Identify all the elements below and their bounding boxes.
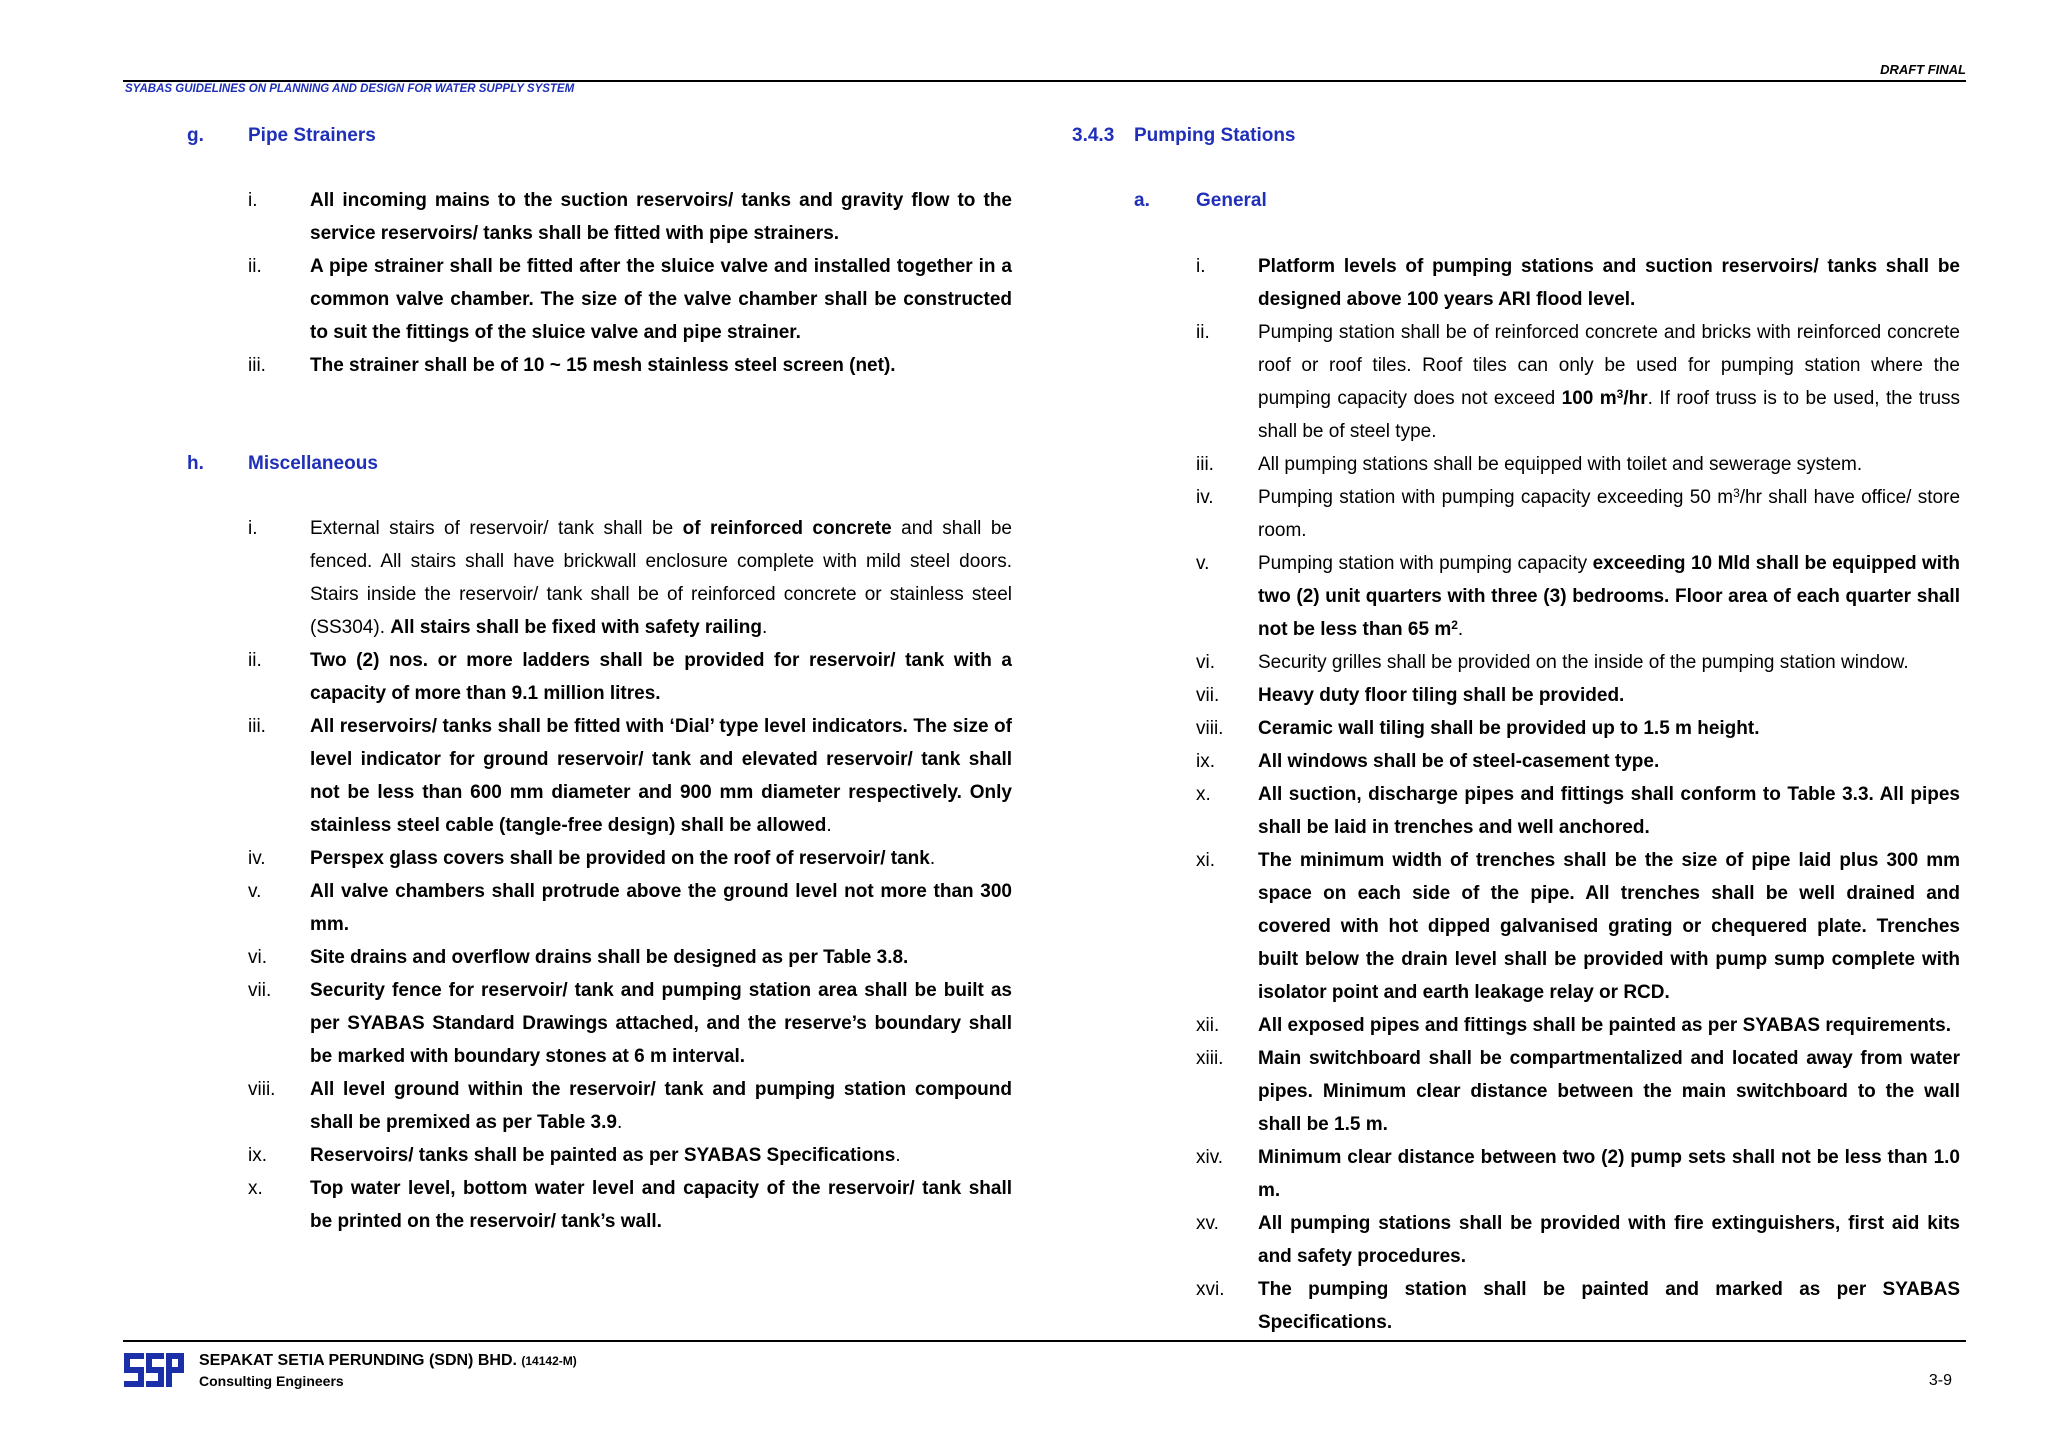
item-text — [310, 1073, 1012, 1139]
item-text — [1258, 745, 1960, 778]
item-text-run: Pumping station with pumping capacity exceeding 50 m — [1258, 487, 1734, 508]
item-number: iii. — [248, 716, 266, 737]
item-text-run: . — [761, 617, 768, 638]
list-item — [1196, 1141, 1960, 1207]
list-item — [248, 941, 1012, 974]
item-number: xv. — [1196, 1213, 1219, 1234]
item-text-run: of reinforced concrete — [682, 518, 892, 539]
list-item — [248, 1139, 1012, 1172]
item-text-run: All level ground within the reservoir/ tank and pumping station compound shall be premixed as per Table 3.9 — [310, 1079, 1012, 1133]
item-text — [1258, 1273, 1960, 1339]
list-item — [1196, 712, 1960, 745]
list-item — [248, 250, 1012, 349]
item-text-run: Security fence for reservoir/ tank and pumping station area shall be built as per SYABAS Standard Drawings attached, and the reserve’s boundary shall be marked with boundary stones at 6 m interval. — [310, 980, 1012, 1067]
item-text-run: A pipe strainer shall be fitted after the sluice valve and installed together in a common valve chamber. The size of the valve chamber shall be constructed to suit the fittings of the sluice valve and pipe strainer. — [310, 256, 1012, 343]
item-text-run: . — [895, 1145, 901, 1166]
item-text — [310, 644, 1012, 710]
item-superscript: 3 — [1616, 387, 1624, 401]
item-text — [1258, 679, 1960, 712]
list-item — [1196, 547, 1960, 646]
item-text — [310, 710, 1012, 842]
list-item — [248, 875, 1012, 941]
item-text — [1258, 481, 1960, 547]
item-text — [1258, 1141, 1960, 1207]
item-text-run: All suction, discharge pipes and fittings shall conform to Table 3.3. All pipes shall be laid in trenches and well anchored. — [1258, 784, 1960, 838]
item-text-run: The pumping station shall be painted and marked as per SYABAS Specifications. — [1258, 1279, 1960, 1333]
item-text-run: All stairs shall be fixed with safety railing — [390, 617, 762, 638]
item-text-run: External stairs of reservoir/ tank shall be — [310, 518, 683, 539]
company-registration: (14142-M) — [521, 1354, 577, 1368]
item-superscript: 3 — [1733, 486, 1740, 500]
list-item — [248, 184, 1012, 250]
item-text — [1258, 1207, 1960, 1273]
list-item — [248, 710, 1012, 842]
section-a-number: a. — [1134, 190, 1150, 211]
item-number: iii. — [248, 355, 266, 376]
draft-label: DRAFT FINAL — [1880, 62, 1966, 77]
item-number: i. — [248, 190, 258, 211]
list-item — [248, 512, 1012, 644]
item-text-run: Site drains and overflow drains shall be designed as per Table 3.8. — [310, 947, 909, 968]
item-text-run: All exposed pipes and fittings shall be painted as per SYABAS requirements. — [1258, 1015, 1951, 1036]
list-item — [1196, 745, 1960, 778]
item-text-run: . If roof truss is to be used, the truss shall be of steel type. — [1258, 388, 1961, 442]
list-item — [1196, 778, 1960, 844]
item-text-run: . — [826, 815, 832, 836]
item-text-run: Minimum clear distance between two (2) pump sets shall not be less than 1.0 m. — [1258, 1147, 1960, 1201]
item-text-run: All valve chambers shall protrude above the ground level not more than 300 mm. — [310, 881, 1012, 935]
document-title: SYABAS GUIDELINES ON PLANNING AND DESIGN FOR WATER SUPPLY SYSTEM — [125, 83, 575, 95]
item-text-run: Platform levels of pumping stations and suction reservoirs/ tanks shall be designed above 100 years ARI flood level. — [1258, 256, 1960, 310]
item-text-run: /hr shall have office/ store room. — [1258, 487, 1961, 541]
list-item — [1196, 1273, 1960, 1339]
list-item — [1196, 1009, 1960, 1042]
list-item — [1196, 316, 1960, 448]
item-text — [310, 1139, 1012, 1172]
ssp-logo-icon — [124, 1353, 184, 1387]
item-number: v. — [1196, 553, 1210, 574]
item-number: i. — [1196, 256, 1206, 277]
item-number: xii. — [1196, 1015, 1220, 1036]
item-number: xvi. — [1196, 1279, 1225, 1300]
list-item — [248, 349, 1012, 382]
list-item — [1196, 1207, 1960, 1273]
item-number: xiii. — [1196, 1048, 1224, 1069]
list-item — [1196, 1042, 1960, 1141]
item-text-run: Security grilles shall be provided on the inside of the pumping station window. — [1258, 652, 1909, 673]
item-text-run: The minimum width of trenches shall be the size of pipe laid plus 300 mm space on each side of the pipe. All trenches shall be well drained and covered with hot dipped galvanised grating or chequered plate. Trenches built below the drain level shall be provided with pump sump complete with isolator point and earth leakage relay or RCD. — [1258, 850, 1960, 1003]
item-number: vii. — [248, 980, 272, 1001]
item-number: x. — [248, 1178, 263, 1199]
section-3-4-3-title: Pumping Stations — [1134, 125, 1296, 146]
item-number: ix. — [1196, 751, 1215, 772]
item-text-run: Reservoirs/ tanks shall be painted as per SYABAS Specifications — [310, 1145, 896, 1166]
item-number: iv. — [1196, 487, 1214, 508]
section-g-number: g. — [187, 125, 204, 146]
item-text-run: Pumping station with pumping capacity — [1258, 553, 1593, 574]
item-text-run: Heavy duty floor tiling shall be provided. — [1258, 685, 1625, 706]
item-text — [310, 1172, 1012, 1238]
item-text — [1258, 1042, 1960, 1141]
item-text — [310, 875, 1012, 941]
item-text-run: . — [616, 1112, 623, 1133]
section-h-number: h. — [187, 453, 204, 474]
item-number: v. — [248, 881, 262, 902]
list-item — [1196, 250, 1960, 316]
item-text-run: All incoming mains to the suction reservoirs/ tanks and gravity flow to the service reservoirs/ tanks shall be fitted with pipe strainers. — [310, 190, 1012, 244]
item-text-run: Ceramic wall tiling shall be provided up to 1.5 m height. — [1258, 718, 1760, 739]
item-text — [310, 941, 1012, 974]
list-item — [1196, 481, 1960, 547]
item-text-run: /hr — [1623, 388, 1648, 409]
footer-rule — [123, 1340, 1966, 1342]
item-text-run: Main switchboard shall be compartmentalized and located away from water pipes. Minimum clear distance between the main switchboard to the wall shall be 1.5 m. — [1258, 1048, 1960, 1135]
item-number: xi. — [1196, 850, 1215, 871]
item-text — [1258, 712, 1960, 745]
item-text — [1258, 778, 1960, 844]
item-number: xiv. — [1196, 1147, 1224, 1168]
item-number: ii. — [248, 650, 262, 671]
item-number: vii. — [1196, 685, 1220, 706]
item-text-run: Top water level, bottom water level and capacity of the reservoir/ tank shall be printed on the reservoir/ tank’s wall. — [310, 1178, 1012, 1232]
item-text-run: . — [1457, 619, 1464, 640]
item-text — [310, 512, 1012, 644]
company-tagline: Consulting Engineers — [199, 1373, 344, 1389]
list-item — [248, 1172, 1012, 1238]
item-text-run: Two (2) nos. or more ladders shall be provided for reservoir/ tank with a capacity of more than 9.1 million litres. — [310, 650, 1012, 704]
list-item — [248, 644, 1012, 710]
item-superscript: 2 — [1451, 618, 1458, 632]
item-text-run: All pumping stations shall be provided with fire extinguishers, first aid kits and safety procedures. — [1258, 1213, 1960, 1267]
page-number: 3-9 — [1928, 1372, 1952, 1389]
item-text — [310, 184, 1012, 250]
item-text-run: 100 m — [1561, 388, 1617, 409]
list-item — [248, 1073, 1012, 1139]
item-text-run: and shall be fenced. All stairs shall have brickwall enclosure complete with mild steel doors. Stairs inside the reservoir/ tank shall be of reinforced concrete or stainless steel (SS304). — [310, 518, 1012, 638]
general-list — [1196, 250, 1960, 1339]
item-number: vi. — [1196, 652, 1215, 673]
item-number: iii. — [1196, 454, 1214, 475]
item-text — [1258, 646, 1960, 679]
item-text-run: All pumping stations shall be equipped with toilet and sewerage system. — [1258, 454, 1863, 475]
item-text — [1258, 547, 1960, 646]
list-item — [1196, 448, 1960, 481]
section-g-title: Pipe Strainers — [248, 125, 376, 146]
item-number: ii. — [1196, 322, 1210, 343]
item-text — [310, 974, 1012, 1073]
item-text — [1258, 316, 1960, 448]
item-number: ii. — [248, 256, 262, 277]
item-number: viii. — [1196, 718, 1224, 739]
company-name: SEPAKAT SETIA PERUNDING (SDN) BHD. (14142-M) — [199, 1352, 577, 1369]
item-text-run: The strainer shall be of 10 ~ 15 mesh stainless steel screen (net). — [310, 355, 896, 376]
item-number: i. — [248, 518, 258, 539]
item-text-run: All reservoirs/ tanks shall be fitted with ‘Dial’ type level indicators. The size of level indicator for ground reservoir/ tank and elevated reservoir/ tank shall not be less than 600 mm diameter and 900 mm diameter respectively. Only stainless steel cable (tangle-free design) shall be allowed — [310, 716, 1012, 836]
item-text-run: Pumping station shall be of reinforced concrete and bricks with reinforced concrete roof or roof tiles. Roof tiles can only be used for pumping station where the pumping capacity does not exceed — [1258, 322, 1960, 409]
item-number: viii. — [248, 1079, 276, 1100]
miscellaneous-list — [248, 512, 1012, 1238]
item-text — [1258, 250, 1960, 316]
item-text — [310, 842, 1012, 875]
item-number: iv. — [248, 848, 266, 869]
item-number: x. — [1196, 784, 1211, 805]
list-item — [1196, 679, 1960, 712]
item-text-run: All windows shall be of steel-casement type. — [1258, 751, 1660, 772]
pipe-strainers-list — [248, 184, 1012, 382]
item-text — [1258, 448, 1960, 481]
item-number: vi. — [248, 947, 267, 968]
item-text — [310, 349, 1012, 382]
item-number: ix. — [248, 1145, 267, 1166]
item-text — [1258, 844, 1960, 1009]
item-text-run: Perspex glass covers shall be provided on the roof of reservoir/ tank — [310, 848, 930, 869]
item-text-run: exceeding 10 Mld shall be equipped with two (2) unit quarters with three (3) bedrooms. Floor area of each quarter shall not be less than 65 m — [1258, 553, 1961, 640]
item-text-run: . — [929, 848, 936, 869]
item-text — [310, 250, 1012, 349]
item-text — [1258, 1009, 1960, 1042]
section-a-title: General — [1196, 190, 1267, 211]
header-rule — [123, 80, 1966, 82]
list-item — [1196, 646, 1960, 679]
list-item — [1196, 844, 1960, 1009]
list-item — [248, 842, 1012, 875]
list-item — [248, 974, 1012, 1073]
section-h-title: Miscellaneous — [248, 453, 378, 474]
section-3-4-3-number: 3.4.3 — [1072, 125, 1115, 146]
